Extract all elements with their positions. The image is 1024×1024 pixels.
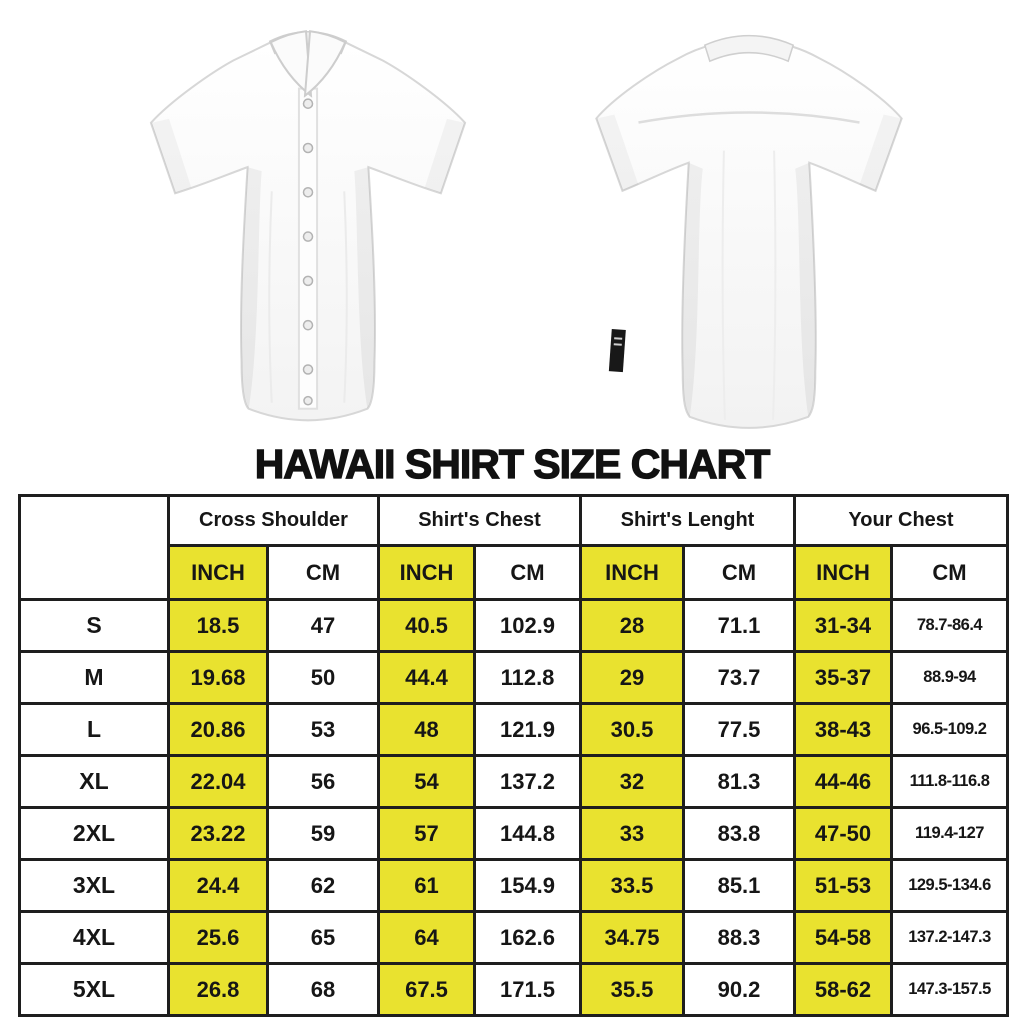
cm-value-cell: 65 xyxy=(268,912,379,964)
size-label-cell: 4XL xyxy=(20,912,169,964)
inch-value-cell: 34.75 xyxy=(581,912,684,964)
inch-value-cell: 64 xyxy=(379,912,475,964)
shirt-front-image xyxy=(106,0,508,448)
inch-value-cell: 54-58 xyxy=(795,912,892,964)
cm-value-cell: 83.8 xyxy=(684,808,795,860)
size-label-cell: XL xyxy=(20,756,169,808)
table-row xyxy=(20,600,1008,652)
group-header-your-chest: Your Chest xyxy=(795,496,1008,546)
unit-header-inch: INCH xyxy=(795,546,892,600)
unit-header-cm: CM xyxy=(268,546,379,600)
inch-value-cell: 58-62 xyxy=(795,964,892,1016)
table-row xyxy=(20,756,1008,808)
inch-value-cell: 48 xyxy=(379,704,475,756)
cm-value-cell: 81.3 xyxy=(684,756,795,808)
table-row xyxy=(20,704,1008,756)
size-label-cell: 3XL xyxy=(20,860,169,912)
cm-value-cell: 102.9 xyxy=(475,600,581,652)
cm-value-cell: 119.4-127 xyxy=(892,808,1008,860)
cm-value-cell: 137.2-147.3 xyxy=(892,912,1008,964)
inch-value-cell: 67.5 xyxy=(379,964,475,1016)
page-title: HAWAII SHIRT SIZE CHART xyxy=(254,441,770,487)
cm-value-cell: 88.3 xyxy=(684,912,795,964)
cm-value-cell: 129.5-134.6 xyxy=(892,860,1008,912)
cm-value-cell: 73.7 xyxy=(684,652,795,704)
corner-cell xyxy=(20,496,169,600)
cm-value-cell: 90.2 xyxy=(684,964,795,1016)
unit-header-inch: INCH xyxy=(169,546,268,600)
inch-value-cell: 22.04 xyxy=(169,756,268,808)
cm-value-cell: 85.1 xyxy=(684,860,795,912)
inch-value-cell: 25.6 xyxy=(169,912,268,964)
cm-value-cell: 162.6 xyxy=(475,912,581,964)
inch-value-cell: 61 xyxy=(379,860,475,912)
cm-value-cell: 171.5 xyxy=(475,964,581,1016)
hem-tag-icon xyxy=(609,329,626,372)
inch-value-cell: 32 xyxy=(581,756,684,808)
unit-header-inch: INCH xyxy=(379,546,475,600)
group-header-cross-shoulder: Cross Shoulder xyxy=(169,496,379,546)
cm-value-cell: 144.8 xyxy=(475,808,581,860)
inch-value-cell: 51-53 xyxy=(795,860,892,912)
unit-header-inch: INCH xyxy=(581,546,684,600)
inch-value-cell: 35.5 xyxy=(581,964,684,1016)
cm-value-cell: 154.9 xyxy=(475,860,581,912)
inch-value-cell: 28 xyxy=(581,600,684,652)
inch-value-cell: 33.5 xyxy=(581,860,684,912)
table-row xyxy=(20,652,1008,704)
group-header-row xyxy=(20,496,1008,546)
inch-value-cell: 31-34 xyxy=(795,600,892,652)
cm-value-cell: 137.2 xyxy=(475,756,581,808)
size-label-cell: 5XL xyxy=(20,964,169,1016)
inch-value-cell: 38-43 xyxy=(795,704,892,756)
inch-value-cell: 20.86 xyxy=(169,704,268,756)
unit-header-cm: CM xyxy=(475,546,581,600)
size-label-cell: S xyxy=(20,600,169,652)
cm-value-cell: 47 xyxy=(268,600,379,652)
inch-value-cell: 26.8 xyxy=(169,964,268,1016)
unit-header-cm: CM xyxy=(892,546,1008,600)
inch-value-cell: 29 xyxy=(581,652,684,704)
size-chart-table xyxy=(18,494,1009,1017)
unit-header-row xyxy=(20,546,1008,600)
table-row xyxy=(20,860,1008,912)
table-row xyxy=(20,964,1008,1016)
inch-value-cell: 40.5 xyxy=(379,600,475,652)
inch-value-cell: 19.68 xyxy=(169,652,268,704)
group-header-shirts-lenght: Shirt's Lenght xyxy=(581,496,795,546)
cm-value-cell: 53 xyxy=(268,704,379,756)
cm-value-cell: 121.9 xyxy=(475,704,581,756)
size-label-cell: 2XL xyxy=(20,808,169,860)
cm-value-cell: 71.1 xyxy=(684,600,795,652)
group-header-shirts-chest: Shirt's Chest xyxy=(379,496,581,546)
inch-value-cell: 18.5 xyxy=(169,600,268,652)
inch-value-cell: 44.4 xyxy=(379,652,475,704)
table-row xyxy=(20,912,1008,964)
cm-value-cell: 111.8-116.8 xyxy=(892,756,1008,808)
cm-value-cell: 77.5 xyxy=(684,704,795,756)
inch-value-cell: 54 xyxy=(379,756,475,808)
inch-value-cell: 23.22 xyxy=(169,808,268,860)
cm-value-cell: 59 xyxy=(268,808,379,860)
cm-value-cell: 78.7-86.4 xyxy=(892,600,1008,652)
inch-value-cell: 30.5 xyxy=(581,704,684,756)
inch-value-cell: 35-37 xyxy=(795,652,892,704)
shirt-back-image xyxy=(538,10,960,452)
inch-value-cell: 47-50 xyxy=(795,808,892,860)
cm-value-cell: 50 xyxy=(268,652,379,704)
inch-value-cell: 44-46 xyxy=(795,756,892,808)
cm-value-cell: 147.3-157.5 xyxy=(892,964,1008,1016)
unit-header-cm: CM xyxy=(684,546,795,600)
inch-value-cell: 33 xyxy=(581,808,684,860)
table-row xyxy=(20,808,1008,860)
cm-value-cell: 112.8 xyxy=(475,652,581,704)
size-table-body xyxy=(20,600,1008,1016)
cm-value-cell: 96.5-109.2 xyxy=(892,704,1008,756)
cm-value-cell: 56 xyxy=(268,756,379,808)
size-label-cell: L xyxy=(20,704,169,756)
inch-value-cell: 57 xyxy=(379,808,475,860)
inch-value-cell: 24.4 xyxy=(169,860,268,912)
cm-value-cell: 68 xyxy=(268,964,379,1016)
cm-value-cell: 62 xyxy=(268,860,379,912)
cm-value-cell: 88.9-94 xyxy=(892,652,1008,704)
size-label-cell: M xyxy=(20,652,169,704)
